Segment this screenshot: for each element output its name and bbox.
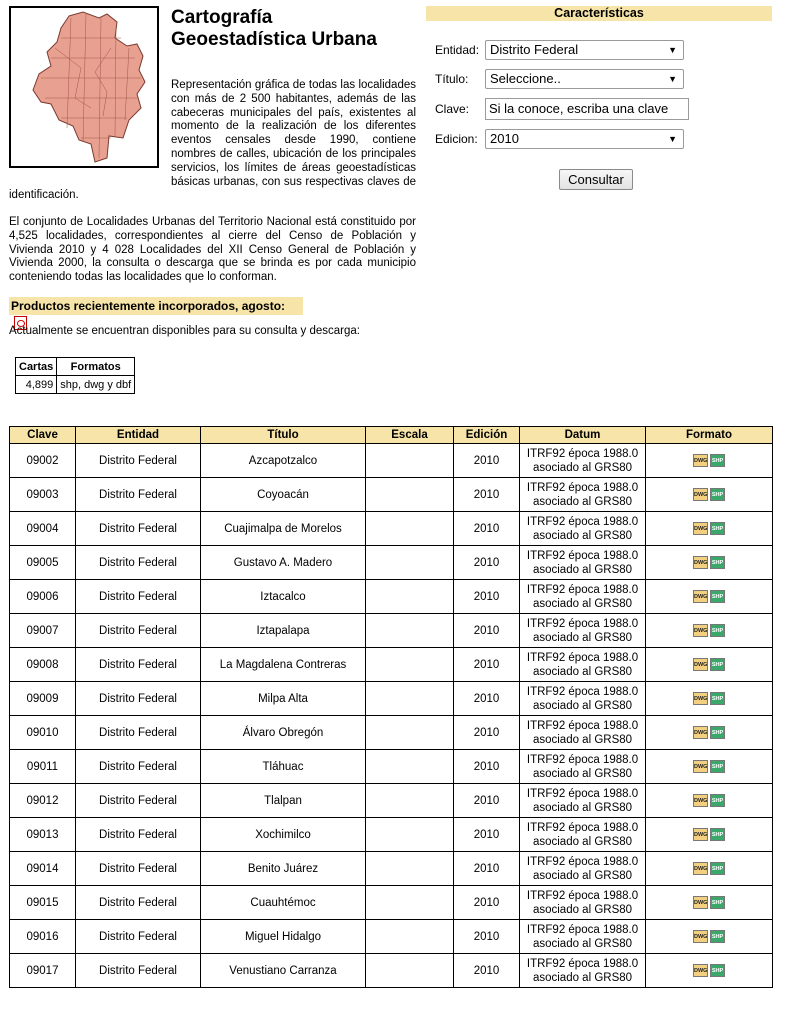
shp-file-icon[interactable]: SHP bbox=[710, 658, 725, 671]
titulo-cell: Iztacalco bbox=[201, 580, 366, 614]
datum-cell bbox=[520, 478, 646, 512]
entidad-cell: Distrito Federal bbox=[76, 750, 201, 784]
escala-cell bbox=[366, 478, 454, 512]
clave-cell: 09006 bbox=[10, 580, 76, 614]
triangle-down-icon: ▼ bbox=[668, 74, 677, 84]
entidad-cell: Distrito Federal bbox=[76, 784, 201, 818]
datum-line1: ITRF92 época 1988.0 bbox=[526, 719, 639, 732]
clave-cell: 09015 bbox=[10, 886, 76, 920]
clave-label: Clave: bbox=[435, 102, 470, 116]
formato-cell bbox=[646, 580, 773, 614]
dwg-file-icon[interactable]: DWG bbox=[693, 828, 708, 841]
col-clave: Clave bbox=[10, 427, 76, 444]
clave-cell: 09004 bbox=[10, 512, 76, 546]
col-titulo: Título bbox=[201, 427, 366, 444]
formatos-list: shp, dwg y dbf bbox=[57, 376, 135, 394]
edicion-cell: 2010 bbox=[454, 716, 520, 750]
datum-line1: ITRF92 época 1988.0 bbox=[526, 855, 639, 868]
dwg-file-icon[interactable]: DWG bbox=[693, 692, 708, 705]
table-row bbox=[10, 648, 773, 682]
entidad-label: Entidad: bbox=[435, 43, 480, 57]
datum-line1: ITRF92 época 1988.0 bbox=[526, 515, 639, 528]
clave-cell: 09003 bbox=[10, 478, 76, 512]
escala-cell bbox=[366, 818, 454, 852]
datum-cell bbox=[520, 954, 646, 988]
datum-cell bbox=[520, 784, 646, 818]
edicion-cell: 2010 bbox=[454, 546, 520, 580]
datum-cell bbox=[520, 512, 646, 546]
datum-line2: asociado al GRS80 bbox=[532, 699, 633, 712]
edicion-cell: 2010 bbox=[454, 614, 520, 648]
edicion-value: 2010 bbox=[490, 131, 519, 146]
entidad-cell: Distrito Federal bbox=[76, 954, 201, 988]
edicion-cell: 2010 bbox=[454, 818, 520, 852]
formato-cell bbox=[646, 682, 773, 716]
titulo-cell: Cuauhtémoc bbox=[201, 886, 366, 920]
cartas-count: 4,899 bbox=[16, 376, 57, 394]
formato-cell bbox=[646, 784, 773, 818]
datum-line1: ITRF92 época 1988.0 bbox=[526, 923, 639, 936]
description-paragraph bbox=[9, 79, 416, 203]
edicion-cell: 2010 bbox=[454, 648, 520, 682]
titulo-label: Título: bbox=[435, 72, 469, 86]
col-formato: Formato bbox=[646, 427, 773, 444]
datum-line1: ITRF92 época 1988.0 bbox=[526, 617, 639, 630]
shp-file-icon[interactable]: SHP bbox=[710, 454, 725, 467]
table-row bbox=[10, 750, 773, 784]
datum-line2: asociado al GRS80 bbox=[532, 665, 633, 678]
formato-cell bbox=[646, 444, 773, 478]
formato-cell bbox=[646, 546, 773, 580]
formato-cell bbox=[646, 716, 773, 750]
clave-cell: 09009 bbox=[10, 682, 76, 716]
entidad-cell: Distrito Federal bbox=[76, 818, 201, 852]
shp-file-icon[interactable]: SHP bbox=[710, 862, 725, 875]
datum-line1: ITRF92 época 1988.0 bbox=[526, 821, 639, 834]
formato-cell bbox=[646, 886, 773, 920]
escala-cell bbox=[366, 614, 454, 648]
datum-line1: ITRF92 época 1988.0 bbox=[526, 651, 639, 664]
datum-line2: asociado al GRS80 bbox=[532, 903, 633, 916]
table-row bbox=[10, 852, 773, 886]
escala-cell bbox=[366, 920, 454, 954]
entidad-cell: Distrito Federal bbox=[76, 478, 201, 512]
titulo-cell: Xochimilco bbox=[201, 818, 366, 852]
shp-file-icon[interactable]: SHP bbox=[710, 828, 725, 841]
entidad-select[interactable] bbox=[485, 40, 684, 60]
escala-cell bbox=[366, 444, 454, 478]
edicion-cell: 2010 bbox=[454, 784, 520, 818]
datum-line1: ITRF92 época 1988.0 bbox=[526, 481, 639, 494]
titulo-cell: Tláhuac bbox=[201, 750, 366, 784]
escala-cell bbox=[366, 954, 454, 988]
datum-line2: asociado al GRS80 bbox=[532, 563, 633, 576]
formato-cell bbox=[646, 852, 773, 886]
entidad-cell: Distrito Federal bbox=[76, 852, 201, 886]
datum-cell bbox=[520, 614, 646, 648]
datum-line1: ITRF92 época 1988.0 bbox=[526, 787, 639, 800]
titulo-value: Seleccione.. bbox=[490, 71, 561, 86]
edicion-cell: 2010 bbox=[454, 750, 520, 784]
shp-file-icon[interactable]: SHP bbox=[710, 726, 725, 739]
dwg-file-icon[interactable]: DWG bbox=[693, 522, 708, 535]
dwg-file-icon[interactable]: DWG bbox=[693, 590, 708, 603]
clave-cell: 09008 bbox=[10, 648, 76, 682]
table-row bbox=[10, 716, 773, 750]
edicion-cell: 2010 bbox=[454, 920, 520, 954]
recent-products-banner bbox=[9, 297, 303, 315]
titulo-cell: Álvaro Obregón bbox=[201, 716, 366, 750]
dwg-file-icon[interactable]: DWG bbox=[693, 726, 708, 739]
title-line2: Geoestadística Urbana bbox=[171, 29, 377, 50]
table-row bbox=[10, 682, 773, 716]
escala-cell bbox=[366, 784, 454, 818]
entidad-cell: Distrito Federal bbox=[76, 512, 201, 546]
clave-cell: 09013 bbox=[10, 818, 76, 852]
table-row bbox=[10, 546, 773, 580]
shp-file-icon[interactable]: SHP bbox=[710, 488, 725, 501]
datum-cell bbox=[520, 682, 646, 716]
description-text: Representación gráfica de todas las localidades con más de 2 500 habitantes, además de las cabeceras municipales del país, existentes al momento de la realización de los diferentes eventos censales desde 1990, contiene nombres de calles, ubicación de los principales servicios, los límites de áreas geoestadísticas básicas urbanas, con sus respectivas claves de identificación. bbox=[9, 79, 416, 202]
datum-line2: asociado al GRS80 bbox=[532, 461, 633, 474]
formatos-header: Formatos bbox=[57, 358, 135, 376]
entidad-cell: Distrito Federal bbox=[76, 682, 201, 716]
table-row bbox=[10, 614, 773, 648]
datum-cell bbox=[520, 818, 646, 852]
entidad-cell: Distrito Federal bbox=[76, 648, 201, 682]
cartas-header: Cartas bbox=[16, 358, 57, 376]
recent-products-label: Productos recientemente incorporados, agosto: bbox=[11, 299, 286, 313]
titulo-cell: Miguel Hidalgo bbox=[201, 920, 366, 954]
shp-file-icon[interactable]: SHP bbox=[710, 590, 725, 603]
escala-cell bbox=[366, 852, 454, 886]
characteristics-heading: Características bbox=[426, 6, 772, 21]
col-escala: Escala bbox=[366, 427, 454, 444]
formato-cell bbox=[646, 648, 773, 682]
titulo-select[interactable] bbox=[485, 69, 684, 89]
consultar-button[interactable]: Consultar bbox=[559, 169, 633, 190]
table-row bbox=[10, 886, 773, 920]
entidad-cell: Distrito Federal bbox=[76, 920, 201, 954]
formato-cell bbox=[646, 818, 773, 852]
datum-cell bbox=[520, 580, 646, 614]
title-line1: Cartografía bbox=[171, 7, 273, 28]
datum-cell bbox=[520, 444, 646, 478]
titulo-cell: Benito Juárez bbox=[201, 852, 366, 886]
escala-cell bbox=[366, 546, 454, 580]
clave-cell: 09016 bbox=[10, 920, 76, 954]
entidad-cell: Distrito Federal bbox=[76, 886, 201, 920]
col-edicion: Edición bbox=[454, 427, 520, 444]
escala-cell bbox=[366, 580, 454, 614]
table-row bbox=[10, 580, 773, 614]
clave-cell: 09012 bbox=[10, 784, 76, 818]
datum-line1: ITRF92 época 1988.0 bbox=[526, 549, 639, 562]
datum-cell bbox=[520, 886, 646, 920]
datum-line2: asociado al GRS80 bbox=[532, 767, 633, 780]
clave-cell: 09002 bbox=[10, 444, 76, 478]
titulo-cell: Coyoacán bbox=[201, 478, 366, 512]
formato-cell bbox=[646, 478, 773, 512]
titulo-cell: Cuajimalpa de Morelos bbox=[201, 512, 366, 546]
titulo-cell: Tlalpan bbox=[201, 784, 366, 818]
shp-file-icon[interactable]: SHP bbox=[710, 896, 725, 909]
shp-file-icon[interactable]: SHP bbox=[710, 556, 725, 569]
dwg-file-icon[interactable]: DWG bbox=[693, 964, 708, 977]
datum-cell bbox=[520, 920, 646, 954]
dwg-file-icon[interactable]: DWG bbox=[693, 896, 708, 909]
table-row bbox=[10, 478, 773, 512]
datum-line2: asociado al GRS80 bbox=[532, 869, 633, 882]
triangle-down-icon: ▼ bbox=[668, 45, 677, 55]
results-table bbox=[9, 426, 773, 988]
formato-cell bbox=[646, 954, 773, 988]
escala-cell bbox=[366, 886, 454, 920]
triangle-down-icon: ▼ bbox=[668, 134, 677, 144]
datum-line1: ITRF92 época 1988.0 bbox=[526, 583, 639, 596]
table-row bbox=[10, 920, 773, 954]
escala-cell bbox=[366, 750, 454, 784]
escala-cell bbox=[366, 648, 454, 682]
results-header-row bbox=[10, 427, 773, 444]
datum-line2: asociado al GRS80 bbox=[532, 597, 633, 610]
dwg-file-icon[interactable]: DWG bbox=[693, 760, 708, 773]
shp-file-icon[interactable]: SHP bbox=[710, 760, 725, 773]
shp-file-icon[interactable]: SHP bbox=[710, 624, 725, 637]
shp-file-icon[interactable]: SHP bbox=[710, 964, 725, 977]
datum-cell bbox=[520, 852, 646, 886]
shp-file-icon[interactable]: SHP bbox=[710, 930, 725, 943]
datum-cell bbox=[520, 546, 646, 580]
shp-file-icon[interactable]: SHP bbox=[710, 692, 725, 705]
formato-cell bbox=[646, 512, 773, 546]
dwg-file-icon[interactable]: DWG bbox=[693, 556, 708, 569]
datum-line1: ITRF92 época 1988.0 bbox=[526, 753, 639, 766]
entidad-cell: Distrito Federal bbox=[76, 580, 201, 614]
dwg-file-icon[interactable]: DWG bbox=[693, 624, 708, 637]
page-title bbox=[171, 7, 421, 51]
titulo-cell: Iztapalapa bbox=[201, 614, 366, 648]
entidad-cell: Distrito Federal bbox=[76, 546, 201, 580]
shp-file-icon[interactable]: SHP bbox=[710, 522, 725, 535]
formato-cell bbox=[646, 614, 773, 648]
table-row bbox=[10, 954, 773, 988]
datum-line2: asociado al GRS80 bbox=[532, 495, 633, 508]
titulo-cell: Venustiano Carranza bbox=[201, 954, 366, 988]
availability-text: Actualmente se encuentran disponibles para su consulta y descarga: bbox=[9, 325, 360, 337]
edicion-cell: 2010 bbox=[454, 954, 520, 988]
edicion-label: Edicion: bbox=[435, 132, 478, 146]
table-row bbox=[10, 512, 773, 546]
clave-cell: 09005 bbox=[10, 546, 76, 580]
clave-cell: 09010 bbox=[10, 716, 76, 750]
datum-cell bbox=[520, 716, 646, 750]
clave-cell: 09014 bbox=[10, 852, 76, 886]
datum-line2: asociado al GRS80 bbox=[532, 529, 633, 542]
formato-cell bbox=[646, 750, 773, 784]
table-row bbox=[10, 818, 773, 852]
edicion-cell: 2010 bbox=[454, 580, 520, 614]
dwg-file-icon[interactable]: DWG bbox=[693, 862, 708, 875]
titulo-cell: La Magdalena Contreras bbox=[201, 648, 366, 682]
datum-line2: asociado al GRS80 bbox=[532, 971, 633, 984]
edicion-cell: 2010 bbox=[454, 512, 520, 546]
edicion-cell: 2010 bbox=[454, 444, 520, 478]
entidad-cell: Distrito Federal bbox=[76, 444, 201, 478]
dwg-file-icon[interactable]: DWG bbox=[693, 930, 708, 943]
datum-line1: ITRF92 época 1988.0 bbox=[526, 685, 639, 698]
table-row bbox=[10, 444, 773, 478]
clave-cell: 09017 bbox=[10, 954, 76, 988]
col-entidad: Entidad bbox=[76, 427, 201, 444]
clave-input[interactable]: Si la conoce, escriba una clave bbox=[485, 98, 689, 120]
edicion-cell: 2010 bbox=[454, 478, 520, 512]
datum-line2: asociado al GRS80 bbox=[532, 937, 633, 950]
formato-cell bbox=[646, 920, 773, 954]
edicion-cell: 2010 bbox=[454, 852, 520, 886]
datum-line1: ITRF92 época 1988.0 bbox=[526, 957, 639, 970]
datum-cell bbox=[520, 648, 646, 682]
datum-line2: asociado al GRS80 bbox=[532, 801, 633, 814]
clave-cell: 09011 bbox=[10, 750, 76, 784]
titulo-cell: Milpa Alta bbox=[201, 682, 366, 716]
datum-line1: ITRF92 época 1988.0 bbox=[526, 889, 639, 902]
dwg-file-icon[interactable]: DWG bbox=[693, 658, 708, 671]
datum-cell bbox=[520, 750, 646, 784]
entidad-cell: Distrito Federal bbox=[76, 716, 201, 750]
edicion-cell: 2010 bbox=[454, 682, 520, 716]
dwg-file-icon[interactable]: DWG bbox=[693, 454, 708, 467]
shp-file-icon[interactable]: SHP bbox=[710, 794, 725, 807]
edicion-select[interactable] bbox=[485, 129, 684, 149]
entidad-value: Distrito Federal bbox=[490, 42, 579, 57]
description-paragraph-2: El conjunto de Localidades Urbanas del Territorio Nacional está constituido por 4,525 localidades, correspondientes al cierre del Censo de Población y Vivienda 2010 y 4 028 Localidades del XII Censo General de Población y Vivienda 2000, la consulta o descarga que se brinda es por cada municipio conteniendo todas las localidades que lo conforman. bbox=[9, 216, 416, 284]
col-datum: Datum bbox=[520, 427, 646, 444]
edicion-cell: 2010 bbox=[454, 886, 520, 920]
dwg-file-icon[interactable]: DWG bbox=[693, 488, 708, 501]
titulo-cell: Azcapotzalco bbox=[201, 444, 366, 478]
datum-line2: asociado al GRS80 bbox=[532, 835, 633, 848]
formats-summary-table bbox=[15, 357, 135, 394]
escala-cell bbox=[366, 512, 454, 546]
datum-line1: ITRF92 época 1988.0 bbox=[526, 447, 639, 460]
titulo-cell: Gustavo A. Madero bbox=[201, 546, 366, 580]
entidad-cell: Distrito Federal bbox=[76, 614, 201, 648]
clave-cell: 09007 bbox=[10, 614, 76, 648]
escala-cell bbox=[366, 682, 454, 716]
table-row bbox=[10, 784, 773, 818]
escala-cell bbox=[366, 716, 454, 750]
dwg-file-icon[interactable]: DWG bbox=[693, 794, 708, 807]
datum-line2: asociado al GRS80 bbox=[532, 733, 633, 746]
datum-line2: asociado al GRS80 bbox=[532, 631, 633, 644]
